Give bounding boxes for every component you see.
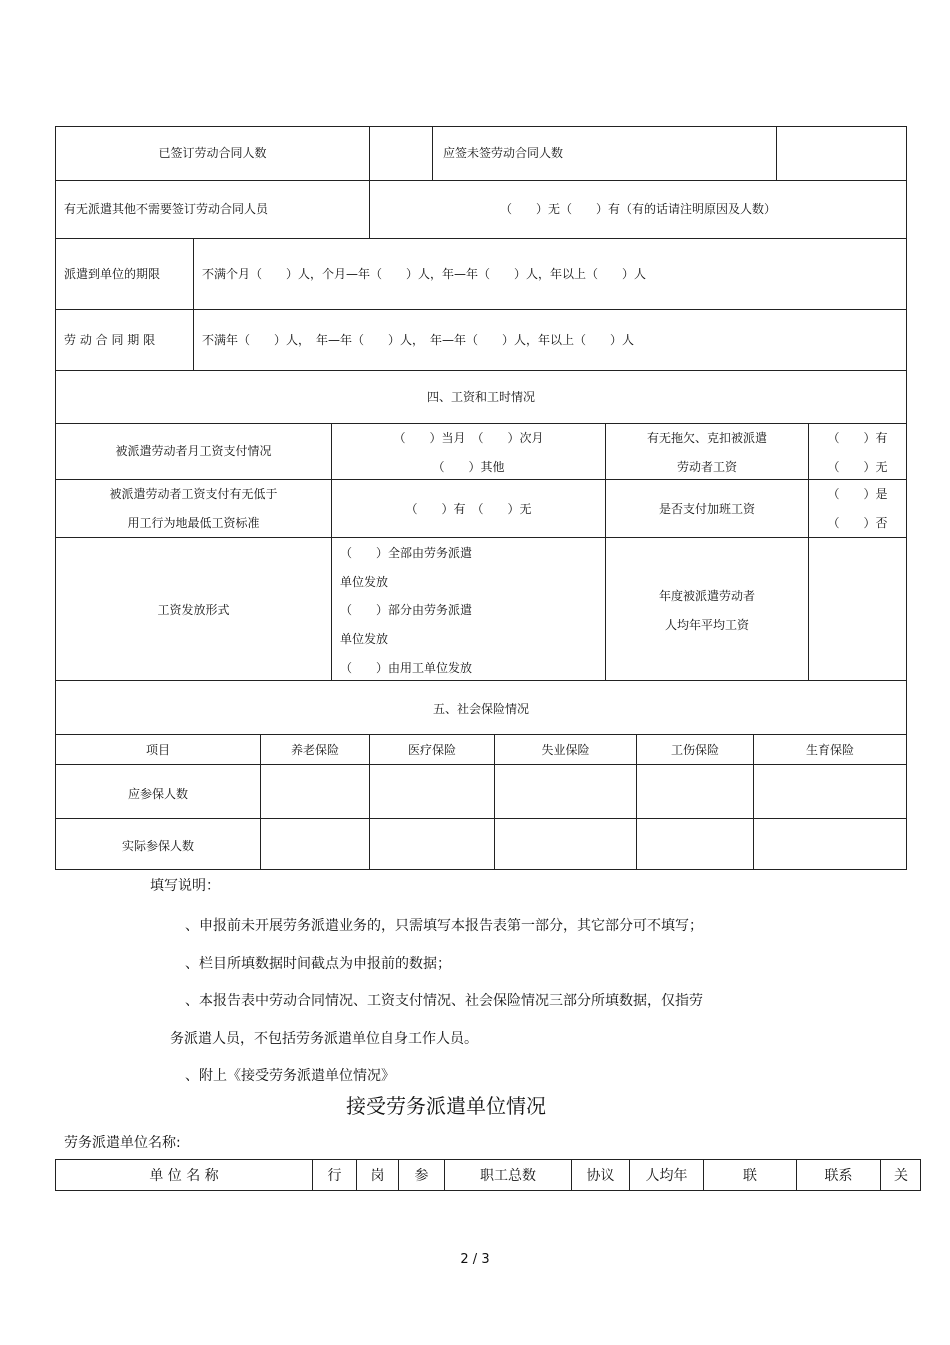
insurance-header-maternity: 生育保险 <box>805 743 854 757</box>
note-item: 、附上《接受劳务派遣单位情况》 <box>185 1068 395 1084</box>
receiving-header-unit-name: 单 位 名 称 <box>149 1168 219 1184</box>
row-divider <box>55 309 907 310</box>
insurance-header-pension: 养老保险 <box>290 743 339 757</box>
overtime-pay-label: 是否支付加班工资 <box>658 502 755 516</box>
pay-form-option[interactable]: （ ）全部由劳务派遣 <box>340 546 473 560</box>
receiving-header-total-staff: 职工总数 <box>480 1168 536 1184</box>
avg-wage-value-cell[interactable] <box>809 538 906 680</box>
receiving-header-contact-info: 联系 <box>824 1168 853 1184</box>
pay-form-option-cont: 单位发放 <box>340 575 389 589</box>
unsigned-contract-label: 应签未签劳动合同人数 <box>443 146 564 160</box>
unsigned-contract-value-cell[interactable] <box>777 127 906 180</box>
receiving-header-per-capita: 人均年 <box>645 1168 688 1184</box>
insurance-header-unemployment: 失业保险 <box>541 743 590 757</box>
row-divider <box>55 680 907 681</box>
pay-form-option[interactable]: （ ）部分由劳务派遣 <box>340 603 473 617</box>
avg-wage-label-line1: 年度被派遣劳动者 <box>658 589 755 603</box>
insurance-header-item: 项目 <box>145 743 170 757</box>
monthly-pay-label: 被派遣劳动者月工资支付情况 <box>115 444 272 458</box>
min-wage-label-line2: 用工行为地最低工资标准 <box>127 516 260 530</box>
arrears-label-line1: 有无拖欠、克扣被派遣 <box>646 431 767 445</box>
note-item: 、申报前未开展劳务派遣业务的，只需填写本报告表第一部分，其它部分可不填写； <box>185 918 703 934</box>
note-item: 、本报告表中劳动合同情况、工资支付情况、社会保险情况三部分所填数据，仅指劳 <box>185 993 703 1009</box>
row-divider <box>55 818 907 819</box>
receiving-header-industry: 行 <box>327 1168 342 1184</box>
receiving-header-contact: 联 <box>743 1168 757 1184</box>
receiving-header-post: 岗 <box>370 1168 385 1184</box>
overtime-no-option[interactable]: （ ）否 <box>827 516 888 530</box>
arrears-no-option[interactable]: （ ）无 <box>827 460 888 474</box>
col-divider <box>193 238 194 370</box>
pay-form-option-cont: 单位发放 <box>340 632 389 646</box>
wage-section-title: 四、工资和工时情况 <box>426 390 535 404</box>
row-divider <box>55 479 907 480</box>
monthly-pay-option-1[interactable]: （ ）当月 （ ）次月 <box>393 431 544 445</box>
receiving-header-insured: 参 <box>414 1168 429 1184</box>
monthly-pay-option-2[interactable]: （ ）其他 <box>432 460 505 474</box>
dispatch-unit-name-label: 劳务派遣单位名称: <box>64 1135 181 1151</box>
arrears-label-line2: 劳动者工资 <box>676 460 737 474</box>
row-divider <box>55 238 907 239</box>
overtime-yes-option[interactable]: （ ）是 <box>827 487 888 501</box>
min-wage-label-line1: 被派遣劳动者工资支付有无低于 <box>109 487 278 501</box>
receiving-units-title: 接受劳务派遣单位情况 <box>346 1094 546 1118</box>
pay-form-option[interactable]: （ ）由用工单位发放 <box>340 661 473 675</box>
exempt-staff-options[interactable]: （ ）无（ ）有（有的话请注明原因及人数） <box>499 202 776 216</box>
notes-title: 填写说明： <box>150 878 220 894</box>
insurance-row-actual: 实际参保人数 <box>121 839 194 853</box>
signed-contract-label: 已签订劳动合同人数 <box>158 146 267 160</box>
exempt-staff-label: 有无派遣其他不需要签订劳动合同人员 <box>64 202 269 216</box>
avg-wage-label-line2: 人均年平均工资 <box>664 618 749 632</box>
min-wage-options[interactable]: （ ）有 （ ）无 <box>405 502 532 516</box>
row-divider <box>55 734 907 735</box>
note-item-continued: 务派遣人员，不包括劳务派遣单位自身工作人员。 <box>170 1031 478 1047</box>
insurance-header-medical: 医疗保险 <box>407 743 456 757</box>
receiving-header-relation: 关 <box>894 1168 908 1184</box>
insurance-header-injury: 工伤保险 <box>670 743 719 757</box>
page-number: 2 / 3 <box>460 1252 490 1267</box>
signed-contract-value-cell[interactable] <box>370 127 432 180</box>
row-divider <box>55 764 907 765</box>
insurance-row-required: 应参保人数 <box>127 787 188 801</box>
dispatch-period-options[interactable]: 不满个月（ ）人，个月—年（ ）人，年—年（ ）人，年以上（ ）人 <box>202 267 647 281</box>
contract-term-label: 劳 动 合 同 期 限 <box>64 333 156 347</box>
insurance-section-title: 五、社会保险情况 <box>432 702 529 716</box>
dispatch-period-label: 派遣到单位的期限 <box>64 267 161 281</box>
row-divider <box>55 180 907 181</box>
receiving-header-agreement: 协议 <box>586 1168 615 1184</box>
arrears-yes-option[interactable]: （ ）有 <box>827 431 888 445</box>
col-divider <box>432 126 433 180</box>
pay-form-label: 工资发放形式 <box>157 603 230 617</box>
contract-term-options[interactable]: 不满年（ ）人， 年—年（ ）人， 年—年（ ）人，年以上（ ）人 <box>202 333 635 347</box>
row-divider <box>55 423 907 424</box>
row-divider <box>55 537 907 538</box>
note-item: 、栏目所填数据时间截点为申报前的数据； <box>185 956 451 972</box>
row-divider <box>55 370 907 371</box>
